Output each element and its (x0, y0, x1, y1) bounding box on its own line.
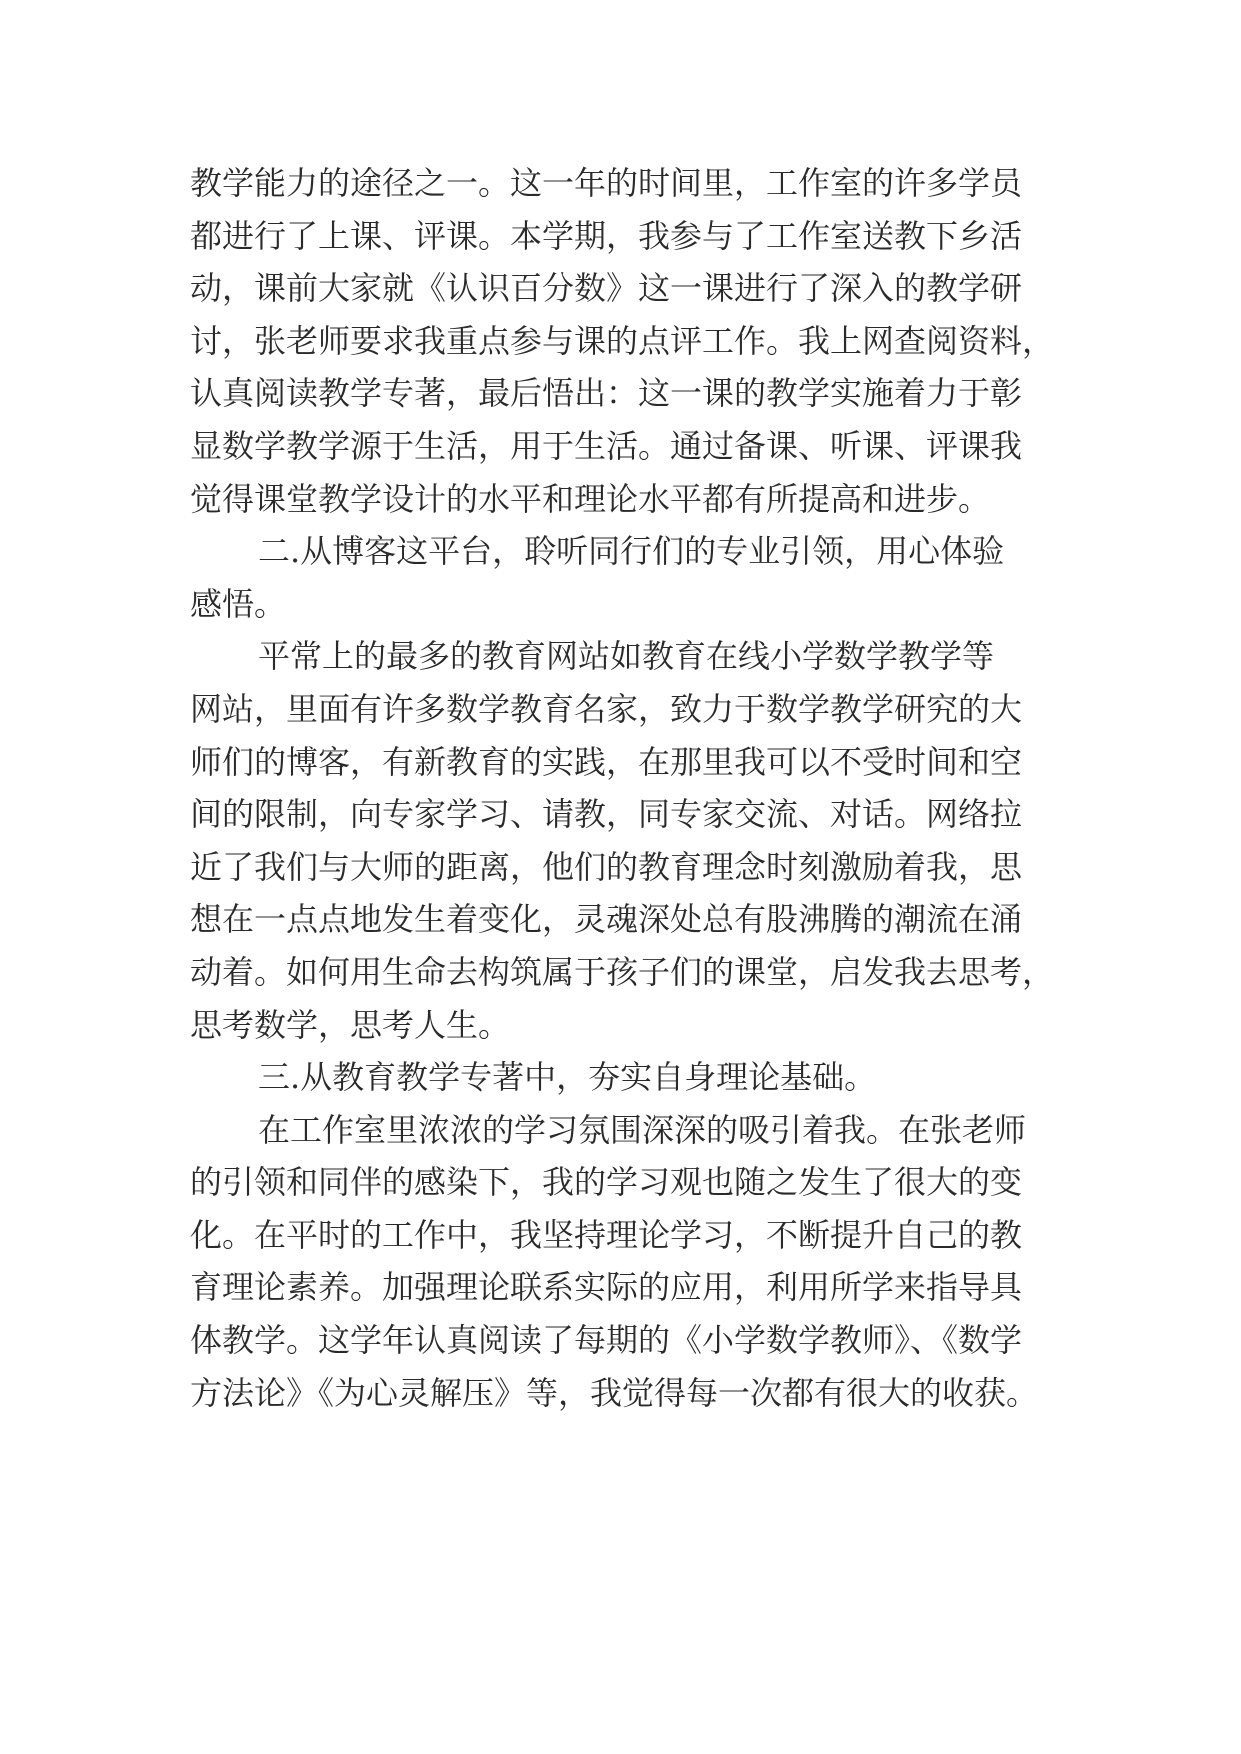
text-line: 近了我们与大师的距离，他们的教育理念时刻激励着我，思 (190, 847, 1023, 886)
document-body (190, 157, 1070, 1419)
text-line: 师们的博客，有新教育的实践，在那里我可以不受时间和空 (190, 742, 1023, 781)
text-line: 思考数学，思考人生。 (190, 1005, 511, 1044)
text-line: 显数学教学源于生活，用于生活。通过备课、听课、评课我 (190, 426, 1023, 465)
text-line: 间的限制，向专家学习、请教，同专家交流、对话。网络拉 (190, 795, 1023, 834)
paragraph-start: 在工作室里浓浓的学习氛围深深的吸引着我。在张老师 (258, 1110, 1027, 1149)
text-line: 的引领和同伴的感染下，我的学习观也随之发生了很大的变 (190, 1163, 1023, 1202)
section-heading-two: 二.从博客这平台，聆听同行们的专业引领，用心体验 (258, 532, 1005, 571)
text-line: 都进行了上课、评课。本学期，我参与了工作室送教下乡活 (190, 216, 1023, 255)
text-line: 觉得课堂教学设计的水平和理论水平都有所提高和进步。 (190, 479, 991, 518)
text-line: 网站，里面有许多数学教育名家，致力于数学教学研究的大 (190, 689, 1023, 728)
text-line: 体教学。这学年认真阅读了每期的《小学数学教师》、《数学 (190, 1321, 1023, 1360)
text-line: 方法论》《为心灵解压》等，我觉得每一次都有很大的收获。 (190, 1373, 1039, 1412)
text-line: 教学能力的途径之一。这一年的时间里，工作室的许多学员 (190, 164, 1023, 202)
text-line: 化。在平时的工作中，我坚持理论学习，不断提升自己的教 (190, 1215, 1023, 1254)
text-line: 感悟。 (190, 584, 287, 623)
text-line: 认真阅读教学专著，最后悟出：这一课的教学实施着力于彰 (190, 374, 1023, 413)
text-line: 讨，张老师要求我重点参与课的点评工作。我上网查阅资料， (190, 321, 1055, 360)
text-line: 动，课前大家就《认识百分数》这一课进行了深入的教学研 (190, 269, 1023, 308)
paragraph-start: 平常上的最多的教育网站如教育在线小学数学教学等 (258, 637, 995, 676)
section-heading-three: 三.从教育教学专著中，夯实自身理论基础。 (258, 1058, 877, 1097)
text-line: 想在一点点地发生着变化，灵魂深处总有股沸腾的潮流在涌 (190, 900, 1023, 939)
text-line: 育理论素养。加强理论联系实际的应用，利用所学来指导具 (190, 1268, 1023, 1307)
text-line: 动着。如何用生命去构筑属于孩子们的课堂，启发我去思考， (190, 952, 1055, 991)
